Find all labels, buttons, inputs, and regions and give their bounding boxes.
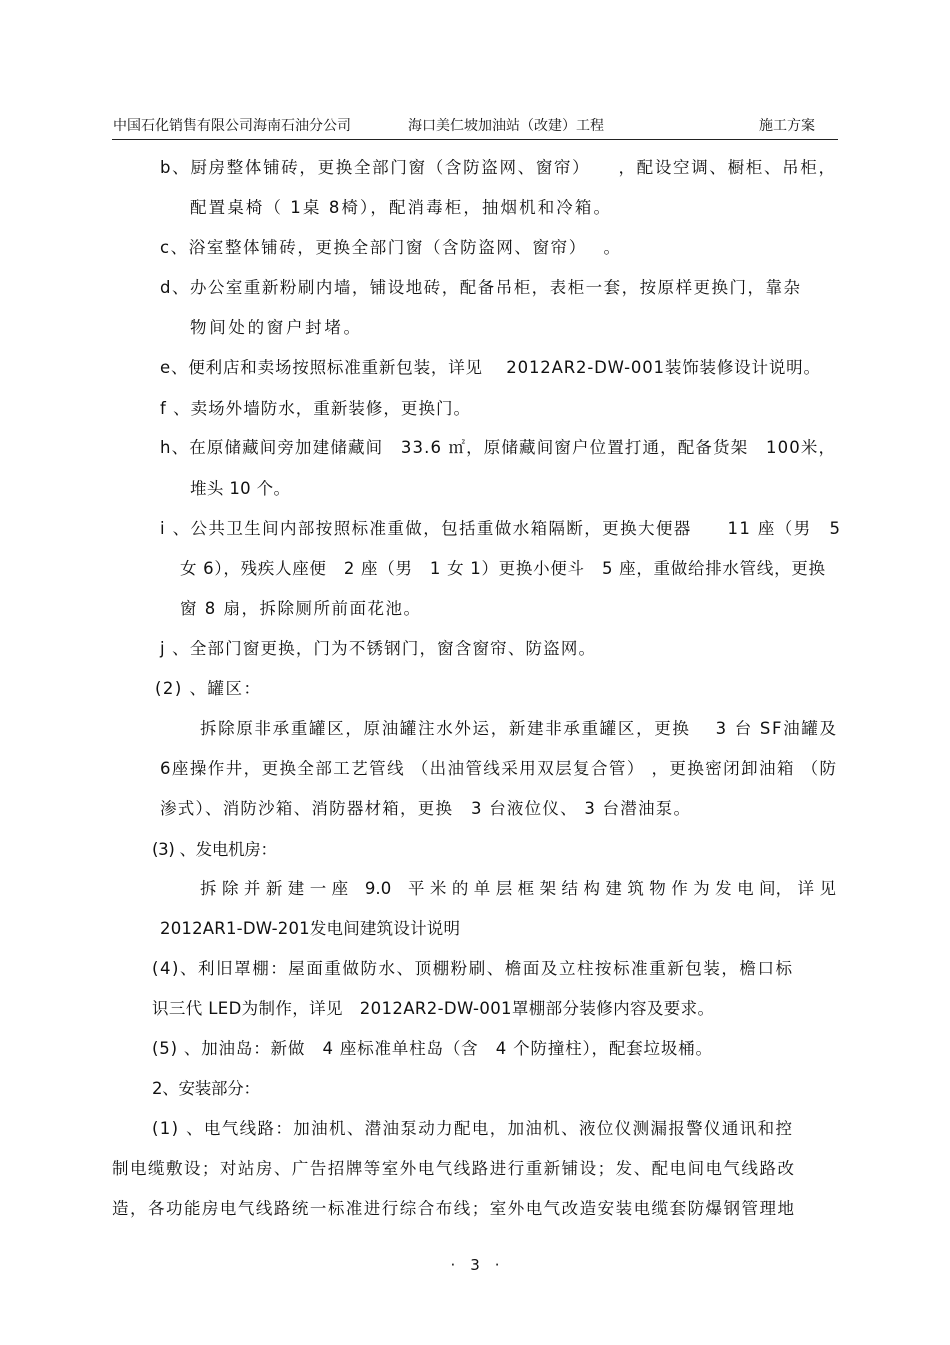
- page-number: · 3 ·: [450, 1256, 500, 1274]
- body-line: 物间处的窗户封堵。: [190, 318, 363, 337]
- body-line: i 、公共卫生间内部按照标准重做，包括重做水箱隔断，更换大便器 11 座（男 5: [160, 519, 842, 538]
- header-company: 中国石化销售有限公司海南石油分公司: [113, 118, 351, 134]
- body-line: 造，各功能房电气线路统一标准进行综合布线；室外电气改造安装电缆套防爆钢管理地: [112, 1199, 796, 1218]
- body-line: d、办公室重新粉刷内墙，铺设地砖，配备吊柜，表柜一套，按原样更换门，靠杂: [160, 278, 802, 297]
- header-rule: [112, 139, 838, 140]
- body-line: 识三代 LED为制作，详见 2012AR2-DW-001罩棚部分装修内容及要求。: [152, 999, 715, 1018]
- body-line: 窗 8 扇，拆除厕所前面花池。: [180, 599, 422, 618]
- body-line: (2) 、罐区：: [155, 679, 262, 698]
- body-line: 制电缆敷设；对站房、广告招牌等室外电气线路进行重新铺设；发、配电间电气线路改: [112, 1159, 796, 1178]
- body-line: (1) 、电气线路：加油机、潜油泵动力配电，加油机、液位仪测漏报警仪通讯和控: [152, 1119, 794, 1138]
- body-line: 6座操作井，更换全部工艺管线 （出油管线采用双层复合管） ，更换密闭卸油箱 （防: [160, 759, 838, 778]
- header-doc-type: 施工方案: [759, 118, 815, 134]
- body-line: (3) 、发电机房：: [152, 840, 277, 859]
- body-line: 2、安装部分：: [152, 1079, 260, 1098]
- body-line: j 、全部门窗更换，门为不锈钢门，窗含窗帘、防盗网。: [160, 639, 597, 658]
- body-line: 渗式）、消防沙箱、消防器材箱，更换 3 台液位仪、 3 台潜油泵。: [160, 799, 692, 818]
- body-line: 拆除原非承重罐区，原油罐注水外运，新建非承重罐区，更换 3 台 SF油罐及: [200, 719, 838, 738]
- body-line: 堆头 10 个。: [190, 479, 291, 498]
- body-line: e、便利店和卖场按照标准重新包装，详见 2012AR2-DW-001装饰装修设计说明。: [160, 358, 821, 377]
- body-line: 配置桌椅（ 1桌 8椅），配消毒柜，抽烟机和冷箱。: [190, 198, 613, 217]
- header-project: 海口美仁坡加油站（改建）工程: [408, 118, 604, 134]
- body-line: (5) 、加油岛：新做 4 座标准单柱岛（含 4 个防撞柱），配套垃圾桶。: [152, 1039, 713, 1058]
- body-line: (4)、利旧罩棚：屋面重做防水、顶棚粉刷、檐面及立柱按标准重新包装，檐口标: [152, 959, 794, 978]
- body-line: 2012AR1-DW-201发电间建筑设计说明: [160, 919, 461, 938]
- body-line: h、在原储藏间旁加建储藏间 33.6 ㎡，原储藏间窗户位置打通，配备货架 100米，: [160, 438, 837, 457]
- body-line: 拆 除 并 新 建 一 座 9.0 平 米 的 单 层 框 架 结 构 建 筑 物 作 为 发 电 间， 详 见: [200, 879, 837, 898]
- body-line: b、厨房整体铺砖，更换全部门窗（含防盗网、窗帘） ，配设空调、橱柜、吊柜，: [160, 158, 837, 177]
- body-line: c、浴室整体铺砖，更换全部门窗（含防盗网、窗帘） 。: [160, 238, 622, 257]
- body-line: 女 6），残疾人座便 2 座（男 1 女 1）更换小便斗 5 座，重做给排水管线，更换: [180, 559, 826, 578]
- body-line: f 、卖场外墙防水，重新装修，更换门。: [160, 399, 472, 418]
